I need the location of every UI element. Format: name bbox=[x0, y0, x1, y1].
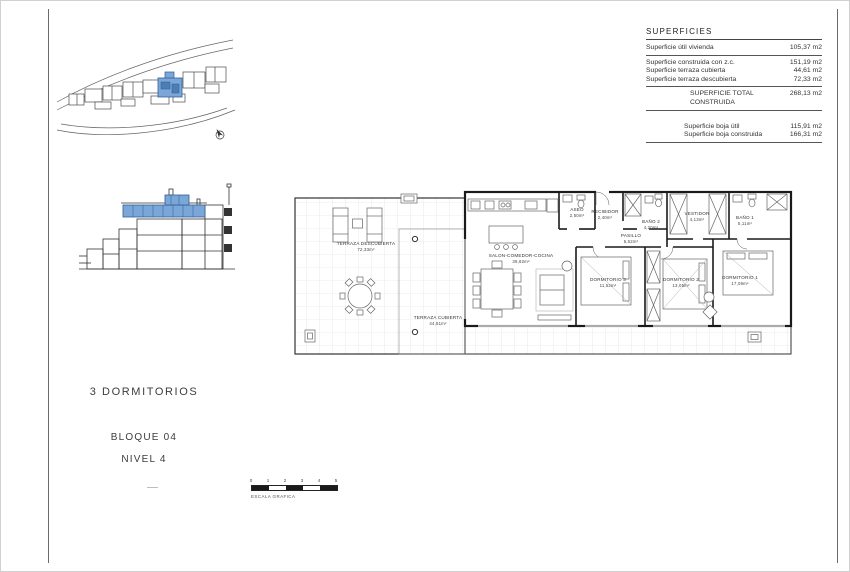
right-margin-rule bbox=[837, 9, 838, 563]
table-row: Superficie terraza cubierta 44,61 m2 bbox=[646, 67, 822, 75]
title-block bbox=[49, 386, 239, 465]
highlighted-block bbox=[158, 72, 182, 97]
scale-bar-segments bbox=[251, 485, 338, 491]
floor-plan-drawing bbox=[293, 189, 793, 364]
section-windows bbox=[224, 208, 232, 252]
table-row: Superficie boja útil 115,91 m2 bbox=[684, 122, 822, 130]
label-banio-2: BAÑO 2 4,20m² bbox=[641, 219, 661, 230]
unit-type-label: 3 DORMITORIOS bbox=[89, 386, 199, 398]
scale-bar bbox=[251, 478, 343, 502]
scale-tick-numbers: 0 1 2 3 4 5 bbox=[249, 478, 338, 483]
corner-mark bbox=[147, 484, 158, 488]
table-divider bbox=[646, 142, 822, 143]
table-divider bbox=[646, 55, 822, 56]
label-banio-1: BAÑO 1 5,11m² bbox=[735, 215, 755, 226]
label-dormitorio-2: DORMITORIO 2 13,05m² bbox=[662, 277, 700, 288]
table-row: Superficie boja construida 166,31 m2 bbox=[684, 131, 822, 139]
scale-caption: ESCALA GRAFICA bbox=[251, 494, 296, 499]
label-terraza-cubierta: TERRAZA CUBIERTA 44,61m² bbox=[413, 315, 463, 326]
section-structure bbox=[79, 184, 235, 269]
table-row: Superficie construida con z.c. 151,19 m2 bbox=[646, 58, 822, 66]
left-margin-rule bbox=[48, 9, 49, 563]
label-salon: SALON-COMEDOR-COCINA 39,82m² bbox=[488, 253, 554, 264]
site-plan bbox=[55, 34, 237, 149]
table-divider bbox=[646, 110, 822, 111]
superficies-table bbox=[646, 27, 822, 146]
section-drawing bbox=[77, 177, 239, 275]
site-buildings bbox=[69, 67, 226, 109]
site-plan-drawing bbox=[55, 34, 237, 149]
floor-plan bbox=[293, 189, 793, 364]
block-label: BLOQUE 04 bbox=[110, 432, 178, 443]
label-recibidor: RECIBIDOR 2,40m² bbox=[591, 209, 619, 220]
table-divider bbox=[646, 86, 822, 87]
level-label: NIVEL 4 bbox=[121, 454, 167, 465]
building-section bbox=[77, 177, 239, 275]
label-dormitorio-3: DORMITORIO 3 11,52m² bbox=[589, 277, 627, 288]
label-pasillo: PASILLO 5,52m² bbox=[620, 233, 642, 244]
label-terraza-descubierta: TERRAZA DESCUBIERTA 72,33m² bbox=[336, 241, 396, 252]
section-highlight-floor bbox=[123, 195, 205, 217]
label-aseo: ASEO 2,50m² bbox=[569, 207, 585, 218]
table-row: Superficie útil vivienda 105,37 m2 bbox=[646, 44, 822, 51]
label-dormitorio-1: DORMITORIO 1 17,06m² bbox=[721, 275, 759, 286]
label-vestidor: VESTIDOR 4,13m² bbox=[684, 211, 710, 222]
superficies-title: SUPERFICIES bbox=[646, 27, 822, 40]
table-row: Superficie terraza descubierta 72,33 m2 bbox=[646, 75, 822, 83]
table-row-total: SUPERFICIE TOTAL CONSTRUIDA 268,13 m2 bbox=[690, 90, 822, 106]
north-arrow-icon bbox=[213, 127, 225, 141]
